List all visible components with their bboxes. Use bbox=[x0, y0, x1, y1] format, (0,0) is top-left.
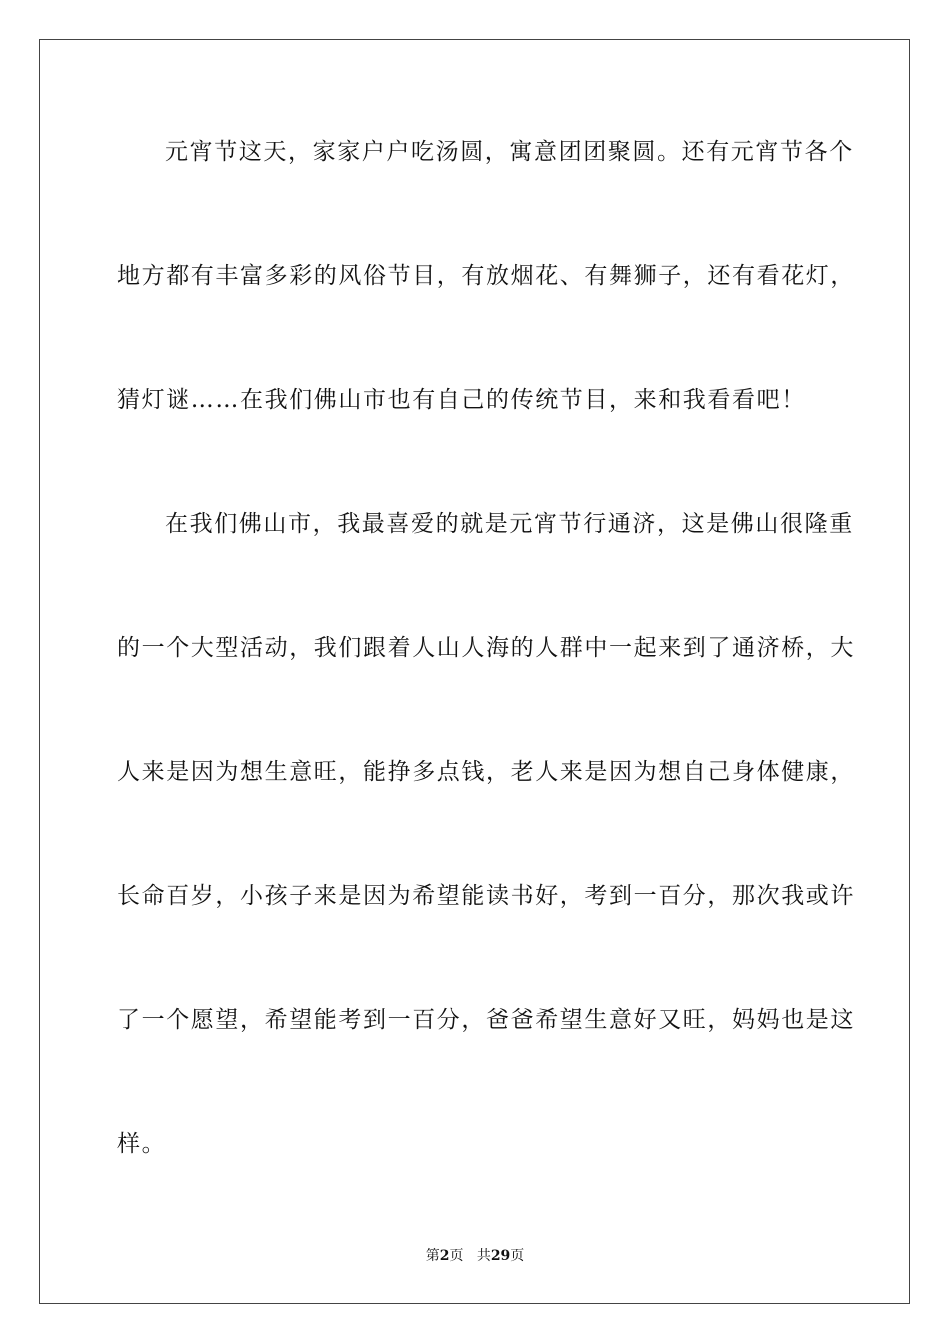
footer-page-suffix: 页 bbox=[449, 1248, 464, 1264]
footer-total-pages: 29 bbox=[490, 1248, 511, 1264]
paragraph-2-line-5: 了一个愿望，希望能考到一百分，爸爸希望生意好又旺，妈妈也是这 bbox=[117, 1007, 855, 1033]
page-frame bbox=[39, 39, 910, 1304]
paragraph-2-line-1: 在我们佛山市，我最喜爱的就是元宵节行通济，这是佛山很隆重 bbox=[165, 511, 854, 537]
paragraph-2-line-3: 人来是因为想生意旺，能挣多点钱，老人来是因为想自己身体健康， bbox=[117, 759, 855, 785]
footer-total-prefix: 共 bbox=[476, 1248, 491, 1264]
paragraph-2-line-4: 长命百岁，小孩子来是因为希望能读书好，考到一百分，那次我或许 bbox=[117, 883, 855, 909]
footer-total-suffix: 页 bbox=[510, 1248, 525, 1264]
paragraph-2-line-6: 样。 bbox=[117, 1131, 167, 1157]
paragraph-1-line-1: 元宵节这天，家家户户吃汤圆，寓意团团聚圆。还有元宵节各个 bbox=[165, 139, 854, 165]
paragraph-1-line-3: 猜灯谜……在我们佛山市也有自己的传统节目，来和我看看吧！ bbox=[117, 387, 806, 413]
page-footer bbox=[0, 1247, 950, 1265]
paragraph-2-line-2: 的一个大型活动，我们跟着人山人海的人群中一起来到了通济桥，大 bbox=[117, 635, 855, 661]
paragraph-1-line-2: 地方都有丰富多彩的风俗节目，有放烟花、有舞狮子，还有看花灯， bbox=[117, 263, 855, 289]
footer-page-prefix: 第 bbox=[425, 1248, 440, 1264]
footer-page-number: 2 bbox=[439, 1248, 450, 1264]
